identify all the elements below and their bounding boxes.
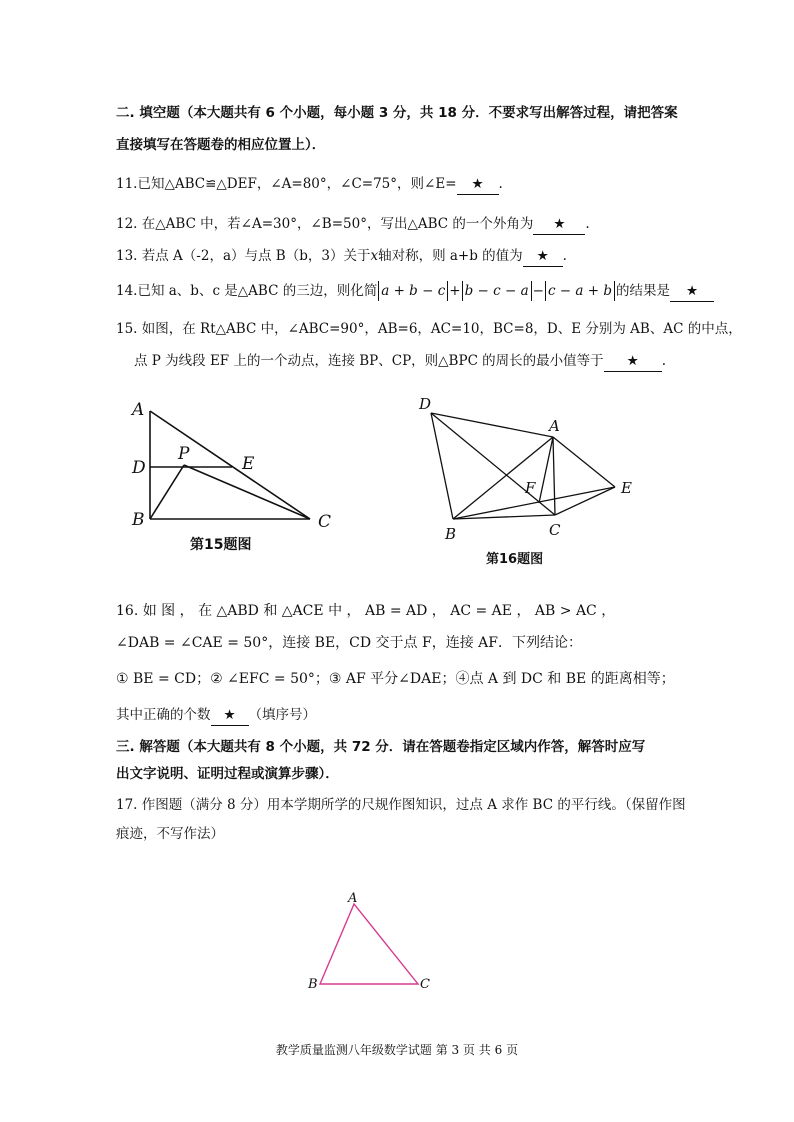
fig16-line-AE [553,437,615,487]
question-14-pre: 14.已知 a、b、c 是△ABC 的三边，则化简 [116,283,378,299]
question-12-text: 12. 在△ABC 中，若∠A=30°，∠B=50°，写出△ABC 的一个外角为 [116,216,534,232]
fig16-label-F: F [525,479,536,497]
answer-blank-14: ★ [670,281,714,302]
question-17-line2: 痕迹，不写作法） [116,826,224,842]
abs-expression-1: a + b − c [378,281,448,301]
fig15-line-BP [150,465,184,519]
fig15-line-AC [150,411,310,519]
question-14-post: 的结果是 [616,283,670,299]
question-16-line4-pre: 其中正确的个数 [116,707,211,723]
question-11-end: . [498,176,503,192]
fig17-label-C: C [420,977,430,992]
fig16-label-B: B [445,525,457,543]
abs-expression-3: c − a + b [545,281,615,301]
question-16-line4 [116,705,316,726]
fig17-label-A: A [348,891,358,906]
section2-heading-line2: 直接填写在答题卷的相应位置上）． [116,137,326,153]
figure-16 [415,395,645,545]
fig16-line-AC [553,437,555,515]
minus-sign: − [532,283,544,299]
figure-15 [120,395,350,530]
fig15-label-P: P [178,444,190,464]
question-14 [116,281,714,302]
question-15-line2-text: 点 P 为线段 EF 上的一个动点，连接 BP、CP，则△BPC 的周长的最小值等于 [134,353,604,369]
question-13 [116,246,567,267]
fig15-label-C: C [318,512,332,530]
answer-blank-15: ★ [604,351,662,372]
fig15-label-E: E [242,454,255,474]
question-16-line4-post: （填序号） [248,707,316,723]
fig16-label-E: E [621,479,632,497]
fig16-label-C: C [549,521,561,539]
question-15-line1: 15. 如图，在 Rt△ABC 中，∠ABC=90°，AB=6，AC=10，BC=8，D、E 分别为 AB、AC 的中点， [116,321,742,337]
fig16-line-DA [431,413,553,437]
fig16-label-A: A [549,417,560,435]
question-15-end: . [661,353,666,369]
plus-sign: + [449,283,461,299]
question-11-text: 11.已知△ABC≌△DEF，∠A=80°，∠C=75°，则∠E= [116,176,457,192]
section3-heading-line2: 出文字说明、证明过程或演算步骤）． [116,766,339,782]
section2-heading-line1: 二. 填空题（本大题共有 6 个小题，每小题 3 分，共 18 分．不要求写出解答过程，请把答案 [116,105,678,121]
answer-blank-11: ★ [457,174,499,195]
question-13-post: 轴对称，则 a+b 的值为 [378,248,523,264]
question-16-line3: ① BE = CD；② ∠EFC = 50°；③ AF 平分∠DAE；④点 A 到 DC 和 BE 的距离相等； [116,671,675,687]
fig15-label-D: D [132,458,146,478]
fig17-label-B: B [308,977,318,992]
question-13-pre: 13. 若点 A（-2，a）与点 B（b，3）关于 [116,248,371,264]
fig16-line-CE [555,487,615,515]
question-15-line2 [134,351,666,372]
question-17-line1: 17. 作图题（满分 8 分）用本学期所学的尺规作图知识，过点 A 求作 BC 的平行线。（保留作图 [116,797,686,813]
answer-blank-12: ★ [533,214,585,235]
figure-16-caption: 第16题图 [486,552,544,567]
answer-blank-13: ★ [523,246,563,267]
fig17-triangle-ABC [320,904,418,984]
question-11 [116,174,503,195]
question-12-end: . [585,216,590,232]
section3-heading-line1: 三. 解答题（本大题共有 8 个小题，共 72 分．请在答题卷指定区域内作答，解答时应写 [116,739,646,755]
question-16-line2: ∠DAB = ∠CAE = 50°，连接 BE，CD 交于点 F，连接 AF．下列结论： [116,635,582,651]
fig15-label-B: B [132,510,145,530]
fig15-label-A: A [132,400,145,420]
figure-17 [300,888,440,996]
answer-blank-16: ★ [211,705,249,726]
abs-expression-2: b − c − a [462,281,532,301]
fig16-label-D: D [419,395,432,413]
figure-15-caption: 第15题图 [190,537,252,553]
question-13-axis: x [370,248,379,264]
question-16-line1: 16. 如 图 ， 在 △ABD 和 △ACE 中 ， AB = AD ， AC = AE ， AB > AC ， [116,603,616,619]
question-13-end: . [562,248,567,264]
fig16-line-BA [453,437,553,519]
page-footer: 教学质量监测八年级数学试题 第 3 页 共 6 页 [275,1043,519,1057]
question-12 [116,214,590,235]
